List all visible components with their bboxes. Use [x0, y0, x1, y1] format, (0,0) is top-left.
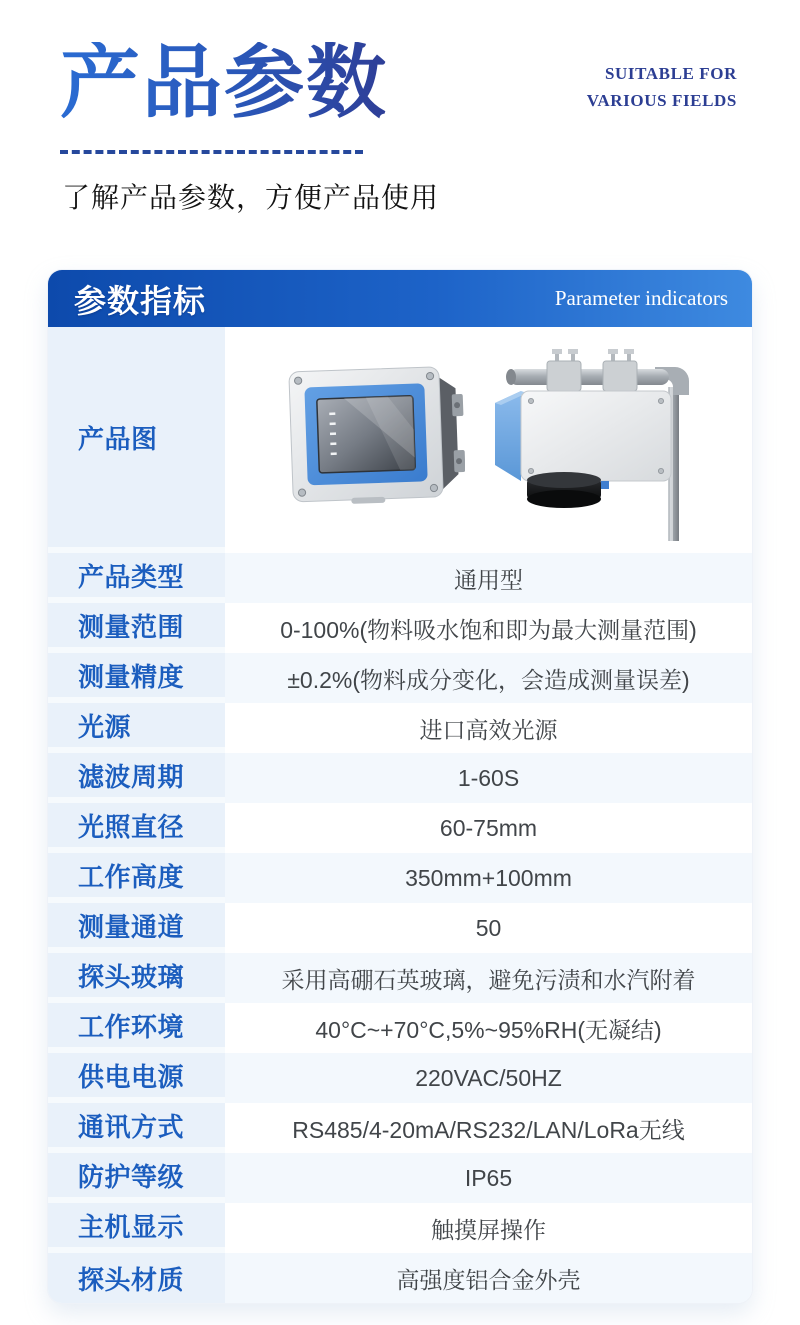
tagline — [587, 60, 737, 114]
param-value: 1-60S — [225, 753, 752, 803]
param-label: 供电电源 — [48, 1053, 225, 1103]
table-row — [48, 603, 752, 653]
param-value: 进口高效光源 — [225, 703, 752, 753]
parameter-card — [48, 270, 752, 1303]
param-label: 产品图 — [48, 327, 225, 553]
param-value: 高强度铝合金外壳 — [225, 1253, 752, 1303]
param-value: 触摸屏操作 — [225, 1203, 752, 1253]
touch-panel-device-image — [287, 361, 465, 506]
parameter-table — [48, 553, 752, 1303]
param-label: 防护等级 — [48, 1153, 225, 1203]
param-value: 220VAC/50HZ — [225, 1053, 752, 1103]
product-image-cell — [225, 327, 752, 553]
table-row — [48, 703, 752, 753]
page-title: 产品参数 — [60, 40, 388, 128]
param-label: 测量范围 — [48, 603, 225, 653]
table-row — [48, 1003, 752, 1053]
table-row — [48, 953, 752, 1003]
param-value: RS485/4-20mA/RS232/LAN/LoRa无线 — [225, 1103, 752, 1153]
table-row — [48, 653, 752, 703]
param-value: 采用高硼石英玻璃，避免污渍和水汽附着 — [225, 953, 752, 1003]
card-header — [48, 270, 752, 327]
table-row — [48, 903, 752, 953]
dashed-divider — [60, 150, 363, 154]
card-header-title-cn: 参数指标 — [74, 282, 207, 319]
tagline-line-2: VARIOUS FIELDS — [586, 91, 737, 111]
param-label: 通讯方式 — [48, 1103, 225, 1153]
table-row — [48, 803, 752, 853]
param-label: 工作环境 — [48, 1003, 225, 1053]
param-value: 通用型 — [225, 553, 752, 603]
table-row — [48, 1103, 752, 1153]
page-header — [0, 0, 800, 216]
param-label: 光照直径 — [48, 803, 225, 853]
tagline-line-1: SUITABLE FOR — [604, 64, 737, 83]
card-header-title-en: Parameter indicators — [554, 286, 728, 310]
param-label: 工作高度 — [48, 853, 225, 903]
table-row — [48, 1253, 752, 1303]
param-label: 滤波周期 — [48, 753, 225, 803]
param-value: 350mm+100mm — [225, 853, 752, 903]
param-label: 主机显示 — [48, 1203, 225, 1253]
param-value: ±0.2%(物料成分变化，会造成测量误差) — [225, 653, 752, 703]
table-row — [48, 1153, 752, 1203]
param-label: 测量通道 — [48, 903, 225, 953]
param-label: 探头材质 — [48, 1253, 225, 1303]
param-value: 50 — [225, 903, 752, 953]
table-row — [48, 753, 752, 803]
page-subtitle: 了解产品参数，方便产品使用 — [62, 182, 440, 213]
table-row — [48, 553, 752, 603]
table-row — [48, 1053, 752, 1103]
sensor-device-image — [483, 341, 705, 541]
param-value: 40°C~+70°C,5%~95%RH(无凝结) — [225, 1003, 752, 1053]
param-label: 探头玻璃 — [48, 953, 225, 1003]
param-value: 60-75mm — [225, 803, 752, 853]
product-image-row — [48, 327, 752, 553]
param-value: IP65 — [225, 1153, 752, 1203]
table-row — [48, 853, 752, 903]
table-row — [48, 1203, 752, 1253]
param-label: 光源 — [48, 703, 225, 753]
param-label: 测量精度 — [48, 653, 225, 703]
param-label: 产品类型 — [48, 553, 225, 603]
param-value: 0-100%(物料吸水饱和即为最大测量范围) — [225, 603, 752, 653]
